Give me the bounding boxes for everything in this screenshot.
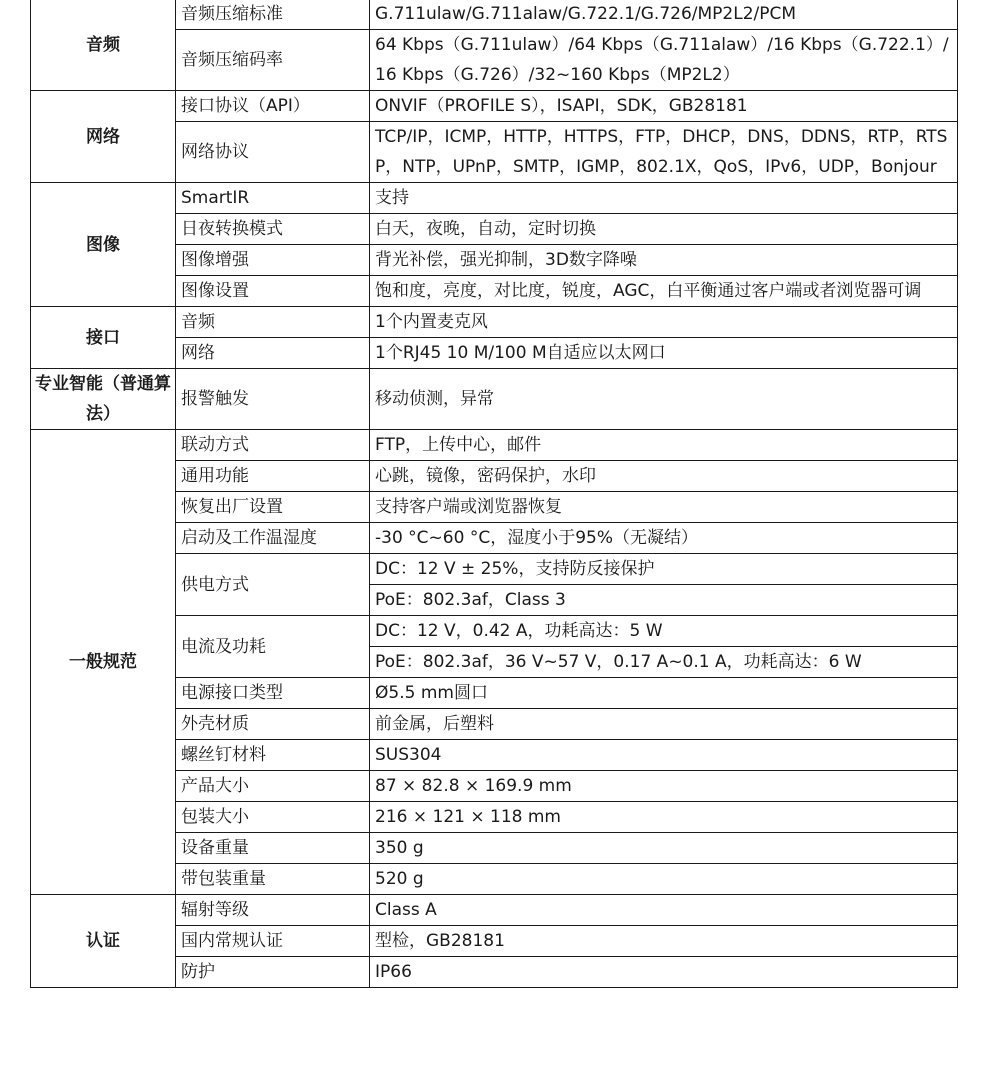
- spec-name: 音频压缩码率: [176, 30, 370, 91]
- spec-value: DC：12 V，0.42 A，功耗高达：5 W: [370, 616, 958, 647]
- spec-table: [30, 0, 958, 988]
- spec-value: 支持: [370, 183, 958, 214]
- spec-row: [31, 183, 958, 214]
- spec-value: 520 g: [370, 864, 958, 895]
- spec-value: IP66: [370, 957, 958, 988]
- spec-value: 心跳，镜像，密码保护，水印: [370, 461, 958, 492]
- spec-value: 型检，GB28181: [370, 926, 958, 957]
- spec-name: 启动及工作温湿度: [176, 523, 370, 554]
- spec-name: 包装大小: [176, 802, 370, 833]
- spec-name: 图像增强: [176, 245, 370, 276]
- spec-table-body: [31, 0, 958, 988]
- spec-value: 64 Kbps（G.711ulaw）/64 Kbps（G.711alaw）/16 Kbps（G.722.1）/16 Kbps（G.726）/32~160 Kbps（MP2L2）: [370, 30, 958, 91]
- spec-name: 网络: [176, 338, 370, 369]
- spec-value: PoE：802.3af，36 V~57 V，0.17 A~0.1 A，功耗高达：6 W: [370, 647, 958, 678]
- spec-row: [31, 369, 958, 430]
- spec-name: 设备重量: [176, 833, 370, 864]
- spec-name: 电源接口类型: [176, 678, 370, 709]
- spec-name: 国内常规认证: [176, 926, 370, 957]
- spec-name: 网络协议: [176, 122, 370, 183]
- spec-name: 通用功能: [176, 461, 370, 492]
- spec-value: 支持客户端或浏览器恢复: [370, 492, 958, 523]
- spec-value: 1个RJ45 10 M/100 M自适应以太网口: [370, 338, 958, 369]
- spec-name: 螺丝钉材料: [176, 740, 370, 771]
- spec-value: ONVIF（PROFILE S），ISAPI，SDK，GB28181: [370, 91, 958, 122]
- spec-value: 87 × 82.8 × 169.9 mm: [370, 771, 958, 802]
- spec-value: 移动侦测，异常: [370, 369, 958, 430]
- spec-value: PoE：802.3af，Class 3: [370, 585, 958, 616]
- spec-name: SmartIR: [176, 183, 370, 214]
- spec-value: 饱和度，亮度，对比度，锐度，AGC，白平衡通过客户端或者浏览器可调: [370, 276, 958, 307]
- spec-name: 报警触发: [176, 369, 370, 430]
- spec-value: FTP，上传中心，邮件: [370, 430, 958, 461]
- section-category: 专业智能（普通算法）: [31, 369, 176, 430]
- spec-value: 前金属，后塑料: [370, 709, 958, 740]
- spec-value: 背光补偿，强光抑制，3D数字降噪: [370, 245, 958, 276]
- spec-value: 白天，夜晚，自动，定时切换: [370, 214, 958, 245]
- spec-row: [31, 430, 958, 461]
- spec-name: 音频: [176, 307, 370, 338]
- spec-row: [31, 895, 958, 926]
- spec-name: 图像设置: [176, 276, 370, 307]
- section-category: 一般规范: [31, 430, 176, 895]
- spec-name: 带包装重量: [176, 864, 370, 895]
- spec-name: 恢复出厂设置: [176, 492, 370, 523]
- spec-value: Class A: [370, 895, 958, 926]
- spec-value: -30 °C~60 °C，湿度小于95%（无凝结）: [370, 523, 958, 554]
- spec-value: 350 g: [370, 833, 958, 864]
- spec-value: DC：12 V ± 25%，支持防反接保护: [370, 554, 958, 585]
- spec-name: 外壳材质: [176, 709, 370, 740]
- spec-row: [31, 307, 958, 338]
- section-category: 网络: [31, 91, 176, 183]
- spec-name: 联动方式: [176, 430, 370, 461]
- section-category: 图像: [31, 183, 176, 307]
- spec-name: 辐射等级: [176, 895, 370, 926]
- spec-value: 1个内置麦克风: [370, 307, 958, 338]
- spec-name: 供电方式: [176, 554, 370, 616]
- spec-name: 接口协议（API）: [176, 91, 370, 122]
- spec-value: Ø5.5 mm圆口: [370, 678, 958, 709]
- spec-value: 216 × 121 × 118 mm: [370, 802, 958, 833]
- section-category: 音频: [31, 0, 176, 91]
- section-category: 认证: [31, 895, 176, 988]
- section-category: 接口: [31, 307, 176, 369]
- spec-value: G.711ulaw/G.711alaw/G.722.1/G.726/MP2L2/PCM: [370, 0, 958, 30]
- spec-row: [31, 91, 958, 122]
- spec-name: 音频压缩标准: [176, 0, 370, 30]
- spec-name: 电流及功耗: [176, 616, 370, 678]
- spec-value: SUS304: [370, 740, 958, 771]
- spec-name: 日夜转换模式: [176, 214, 370, 245]
- spec-name: 产品大小: [176, 771, 370, 802]
- spec-value: TCP/IP，ICMP，HTTP，HTTPS，FTP，DHCP，DNS，DDNS，RTP，RTSP，NTP，UPnP，SMTP，IGMP，802.1X，QoS，IPv6，UDP，Bonjour: [370, 122, 958, 183]
- spec-row: [31, 0, 958, 30]
- spec-name: 防护: [176, 957, 370, 988]
